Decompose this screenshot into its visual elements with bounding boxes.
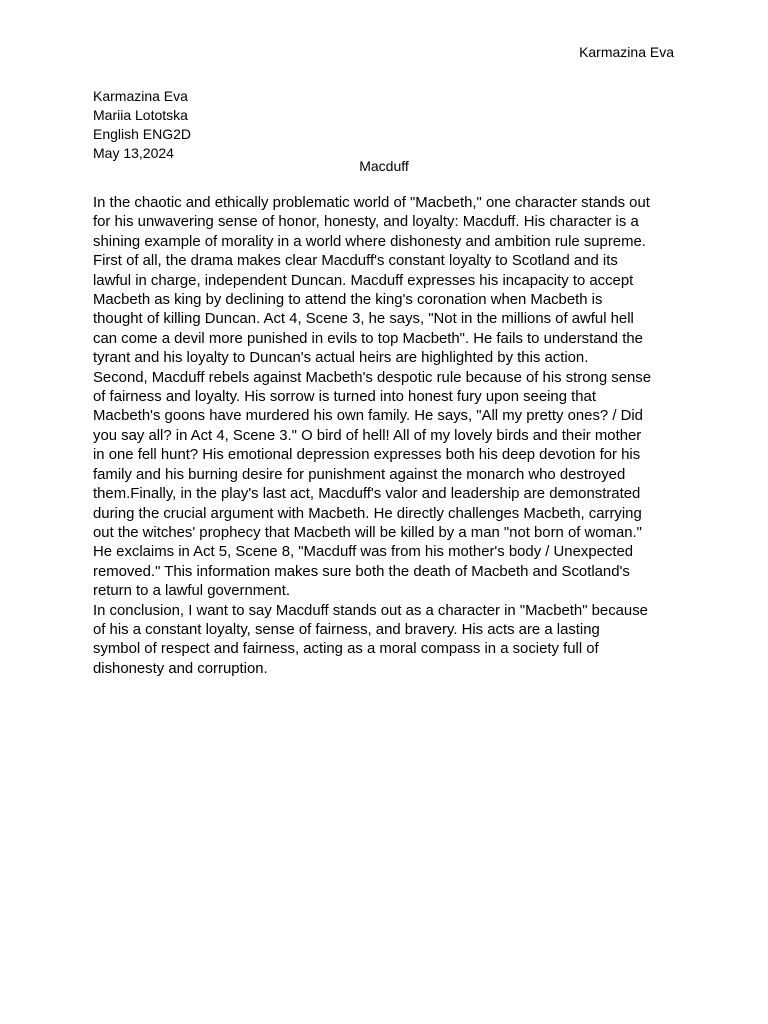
running-header-author: Karmazina Eva	[579, 44, 674, 60]
body-line: you say all? in Act 4, Scene 3." O bird of hell! All of my lovely birds and their mother	[93, 427, 642, 444]
body-line: In the chaotic and ethically problematic world of "Macbeth," one character stands out	[93, 195, 650, 211]
course-name: English ENG2D	[93, 126, 192, 142]
body-line: removed." This information makes sure both the death of Macbeth and Scotland's	[93, 563, 630, 580]
body-line: of his a constant loyalty, sense of fairness, and bravery. His acts are a lasting	[93, 621, 600, 638]
body-line: thought of killing Duncan. Act 4, Scene 3, he says, "Not in the millions of awful hell	[93, 311, 634, 328]
teacher-name: Mariia Lototska	[93, 107, 188, 123]
essay-body	[93, 194, 678, 679]
body-line: shining example of morality in a world where dishonesty and ambition rule supreme.	[93, 233, 646, 250]
body-line: Second, Macduff rebels against Macbeth's despotic rule because of his strong sense	[93, 369, 651, 386]
body-line: in one fell hunt? His emotional depression expresses both his deep devotion for his	[93, 447, 641, 464]
body-line: dishonesty and corruption.	[93, 660, 268, 677]
body-line: out the witches' prophecy that Macbeth will be killed by a man "not born of woman."	[93, 524, 642, 541]
body-line: First of all, the drama makes clear Macduff's constant loyalty to Scotland and its	[93, 253, 618, 270]
body-line: Macbeth as king by declining to attend the king's coronation when Macbeth is	[93, 292, 603, 309]
body-line: during the crucial argument with Macbeth. He directly challenges Macbeth, carrying	[93, 505, 642, 522]
body-line: symbol of respect and fairness, acting as a moral compass in a society full of	[93, 641, 599, 658]
body-line: for his unwavering sense of honor, honesty, and loyalty: Macduff. His character is a	[93, 214, 639, 231]
body-line: return to a lawful government.	[93, 583, 290, 600]
body-line: tyrant and his loyalty to Duncan's actual heirs are highlighted by this action.	[93, 350, 589, 367]
body-line: Macbeth's goons have murdered his own family. He says, "All my pretty ones? / Did	[93, 408, 643, 425]
mla-heading	[93, 87, 191, 163]
body-line: them.Finally, in the play's last act, Macduff's valor and leadership are demonstrated	[93, 486, 641, 503]
essay-title: Macduff	[359, 158, 409, 174]
body-line: lawful in charge, independent Duncan. Macduff expresses his incapacity to accept	[93, 272, 634, 289]
body-line: of fairness and loyalty. His sorrow is turned into honest fury upon seeing that	[93, 389, 596, 406]
body-line: He exclaims in Act 5, Scene 8, "Macduff was from his mother's body / Unexpected	[93, 544, 634, 561]
essay-date: May 13,2024	[93, 145, 174, 161]
body-line: can come a devil more punished in evils to top Macbeth". He fails to understand the	[93, 330, 643, 347]
body-line: In conclusion, I want to say Macduff stands out as a character in "Macbeth" because	[93, 602, 648, 619]
body-line: family and his burning desire for punishment against the monarch who destroyed	[93, 466, 626, 483]
student-name: Karmazina Eva	[93, 88, 188, 104]
